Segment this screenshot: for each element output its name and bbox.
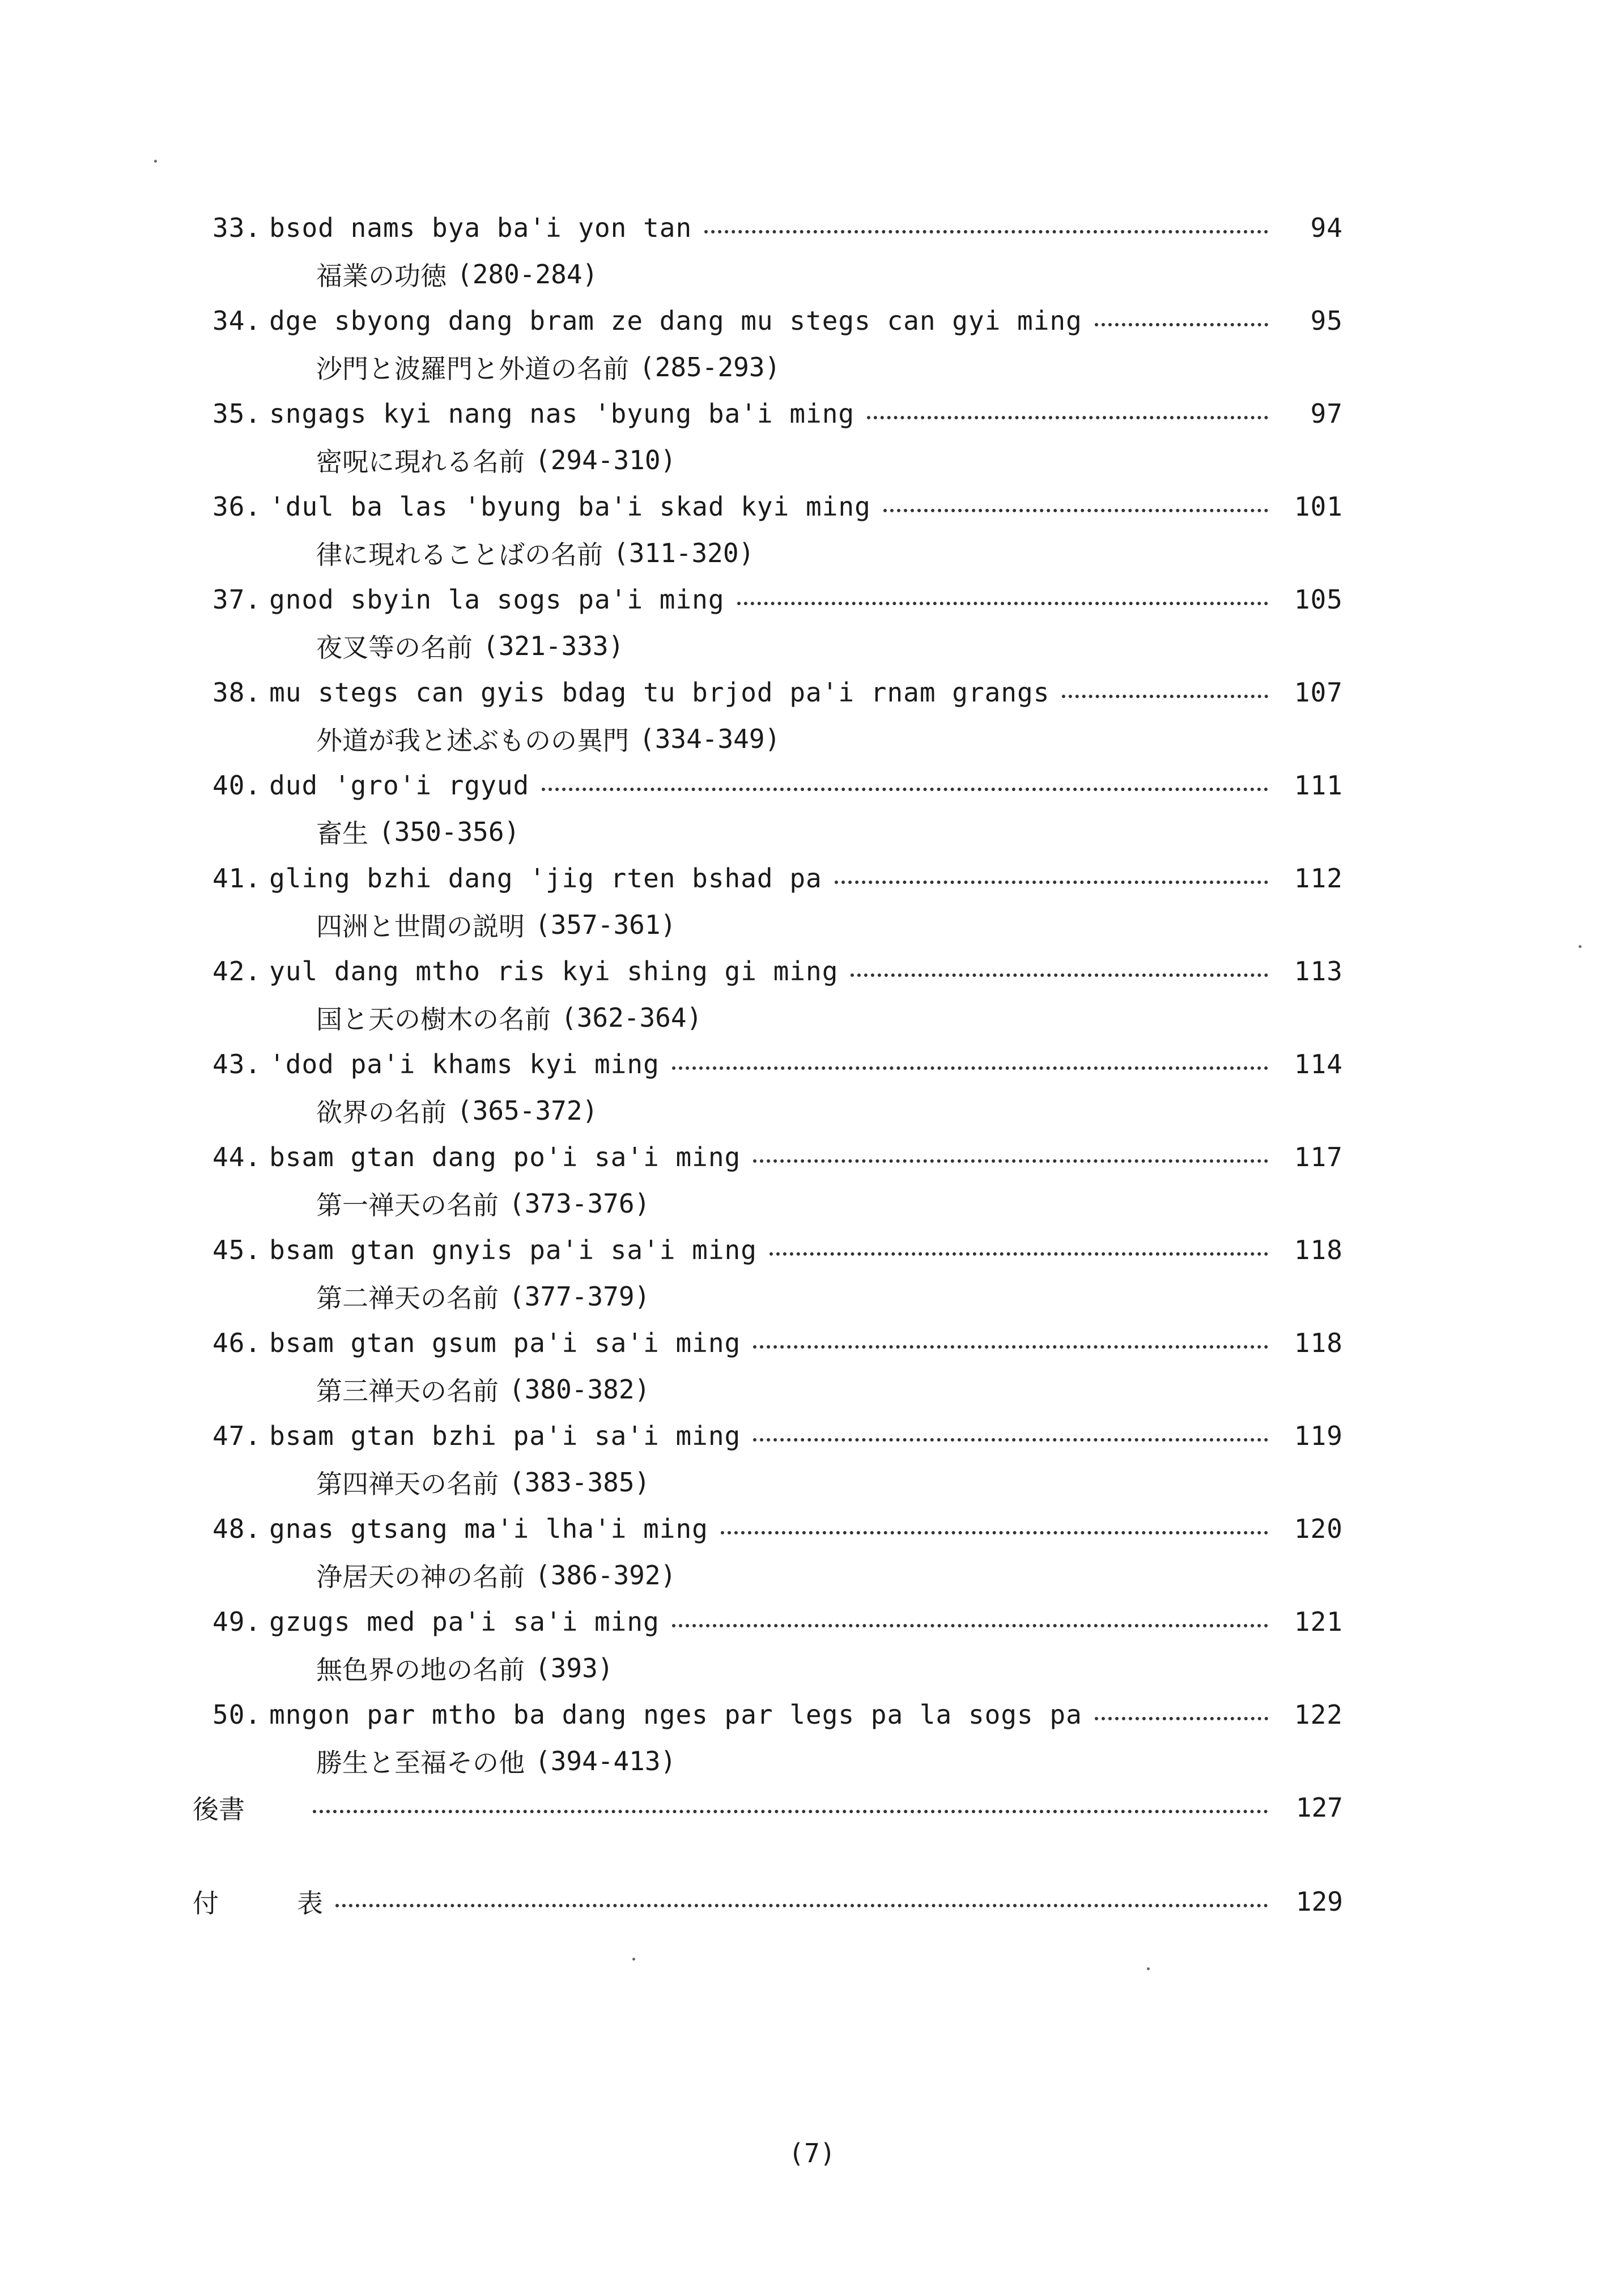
scan-speck <box>154 160 157 163</box>
toc-entry-37[interactable] <box>212 577 1343 622</box>
toc-entry-42-subtitle <box>316 995 702 1040</box>
toc-entry-47-subtitle <box>316 1460 650 1505</box>
entry-verse-range: (380-382) <box>509 1374 651 1405</box>
entry-japanese-title: 律に現れることばの名前 <box>316 539 603 570</box>
entry-page: 94 <box>1310 212 1343 243</box>
page-number: (7) <box>788 2138 836 2169</box>
entry-title: sngags kyi nang nas 'byung ba'i ming <box>269 398 855 429</box>
appendix-page: 129 <box>1295 1886 1343 1917</box>
entry-verse-range: (365-372) <box>457 1095 598 1126</box>
afterword-page: 127 <box>1295 1792 1343 1823</box>
entry-japanese-title: 第四禅天の名前 <box>316 1469 499 1499</box>
dot-leader <box>737 601 1268 605</box>
dot-leader <box>704 229 1268 233</box>
entry-japanese-title: 第二禅天の名前 <box>316 1283 499 1313</box>
entry-verse-range: (377-379) <box>509 1281 651 1312</box>
dot-leader <box>883 508 1268 512</box>
entry-page: 118 <box>1294 1328 1343 1358</box>
entry-title: bsam gtan bzhi pa'i sa'i ming <box>269 1421 741 1451</box>
toc-entry-33-subtitle <box>316 252 598 297</box>
entry-number: 36. <box>212 491 262 522</box>
entry-japanese-title: 畜生 <box>316 818 368 849</box>
scan-speck <box>632 1958 635 1961</box>
entry-number: 46. <box>212 1328 262 1358</box>
entry-title: dud 'gro'i rgyud <box>269 770 530 801</box>
dot-leader <box>753 1438 1268 1442</box>
toc-entry-38[interactable] <box>212 670 1343 715</box>
entry-japanese-title: 密呪に現れる名前 <box>316 447 525 477</box>
entry-verse-range: (280-284) <box>457 259 598 290</box>
entry-verse-range: (373-376) <box>509 1188 651 1219</box>
entry-title: dge sbyong dang bram ze dang mu stegs can gyi ming <box>269 305 1082 336</box>
entry-page: 121 <box>1294 1606 1343 1637</box>
entry-page: 111 <box>1294 770 1343 801</box>
dot-leader <box>672 1066 1268 1070</box>
entry-page: 105 <box>1294 584 1343 615</box>
toc-entry-35[interactable] <box>212 391 1343 436</box>
entry-page: 122 <box>1294 1699 1343 1730</box>
entry-japanese-title: 第一禅天の名前 <box>316 1190 499 1221</box>
entry-page: 95 <box>1310 305 1343 336</box>
dot-leader <box>1095 1716 1268 1720</box>
toc-entry-38-subtitle <box>316 716 780 762</box>
toc-entry-42[interactable] <box>212 949 1343 994</box>
entry-number: 38. <box>212 677 262 708</box>
entry-verse-range: (383-385) <box>509 1467 651 1498</box>
entry-number: 48. <box>212 1513 262 1544</box>
toc-entry-43-subtitle <box>316 1088 598 1133</box>
entry-page: 118 <box>1294 1235 1343 1265</box>
entry-japanese-title: 勝生と至福その他 <box>316 1747 525 1778</box>
dot-leader <box>721 1530 1268 1534</box>
entry-number: 49. <box>212 1606 262 1637</box>
entry-number: 43. <box>212 1049 262 1079</box>
entry-title: mngon par mtho ba dang nges par legs pa la sogs pa <box>269 1699 1082 1730</box>
toc-entry-36-subtitle <box>316 530 754 576</box>
toc-entry-49[interactable] <box>212 1599 1343 1644</box>
entry-number: 50. <box>212 1699 262 1730</box>
dot-leader <box>1095 322 1268 326</box>
entry-verse-range: (294-310) <box>535 445 677 475</box>
entry-japanese-title: 外道が我と述ぶものの異門 <box>316 725 629 756</box>
scan-speck <box>1147 1967 1150 1970</box>
dot-leader <box>867 415 1268 419</box>
toc-entry-41[interactable] <box>212 856 1343 901</box>
entry-verse-range: (362-364) <box>561 1002 703 1033</box>
entry-page: 97 <box>1310 398 1343 429</box>
entry-number: 45. <box>212 1235 262 1265</box>
entry-title: mu stegs can gyis bdag tu brjod pa'i rnam grangs <box>269 677 1050 708</box>
toc-entry-35-subtitle <box>316 437 676 483</box>
toc-entry-45-subtitle <box>316 1274 650 1319</box>
toc-entry-40-subtitle <box>316 809 520 854</box>
entry-title: yul dang mtho ris kyi shing gi ming <box>269 956 839 987</box>
entry-number: 47. <box>212 1421 262 1451</box>
entry-page: 117 <box>1294 1142 1343 1172</box>
entry-page: 120 <box>1294 1513 1343 1544</box>
toc-entry-afterword[interactable] <box>193 1785 1343 1830</box>
afterword-label: 後書 <box>193 1794 245 1825</box>
toc-entry-34[interactable] <box>212 298 1343 343</box>
dot-leader <box>851 973 1268 977</box>
toc-entry-41-subtitle <box>316 902 676 947</box>
toc-entry-46-subtitle <box>316 1367 650 1412</box>
appendix-label: 付 表 <box>193 1888 323 1919</box>
toc-entry-48-subtitle <box>316 1553 676 1598</box>
entry-japanese-title: 第三禅天の名前 <box>316 1376 499 1406</box>
toc-entry-50[interactable] <box>212 1692 1343 1737</box>
dot-leader <box>753 1159 1268 1163</box>
entry-title: bsod nams bya ba'i yon tan <box>269 212 692 243</box>
entry-japanese-title: 国と天の樹木の名前 <box>316 1004 551 1035</box>
entry-verse-range: (334-349) <box>639 724 781 754</box>
toc-entry-47[interactable] <box>212 1413 1343 1459</box>
entry-japanese-title: 欲界の名前 <box>316 1097 447 1128</box>
entry-title: bsam gtan gsum pa'i sa'i ming <box>269 1328 741 1358</box>
toc-entry-48[interactable] <box>212 1506 1343 1551</box>
entry-verse-range: (311-320) <box>613 538 755 568</box>
entry-page: 107 <box>1294 677 1343 708</box>
dot-leader <box>1062 694 1268 698</box>
entry-number: 42. <box>212 956 262 987</box>
toc-entry-34-subtitle <box>316 345 780 390</box>
dot-leader <box>770 1252 1268 1256</box>
dot-leader <box>753 1345 1268 1349</box>
toc-entry-44-subtitle <box>316 1181 650 1226</box>
entry-verse-range: (394-413) <box>535 1746 677 1776</box>
entry-verse-range: (357-361) <box>535 909 677 940</box>
entry-number: 44. <box>212 1142 262 1172</box>
entry-title: bsam gtan dang po'i sa'i ming <box>269 1142 741 1172</box>
toc-entry-37-subtitle <box>316 623 624 669</box>
entry-title: 'dod pa'i khams kyi ming <box>269 1049 660 1079</box>
scan-speck <box>1579 945 1582 948</box>
entry-number: 33. <box>212 212 262 243</box>
entry-page: 114 <box>1294 1049 1343 1079</box>
dot-leader <box>672 1623 1268 1627</box>
entry-title: gzugs med pa'i sa'i ming <box>269 1606 660 1637</box>
toc-entry-36[interactable] <box>212 484 1343 529</box>
entry-verse-range: (393) <box>535 1653 614 1683</box>
toc-entry-43[interactable] <box>212 1041 1343 1087</box>
toc-entry-45[interactable] <box>212 1227 1343 1273</box>
dot-leader <box>335 1903 1268 1907</box>
entry-title: gling bzhi dang 'jig rten bshad pa <box>269 863 822 894</box>
entry-title: bsam gtan gnyis pa'i sa'i ming <box>269 1235 757 1265</box>
entry-title: gnas gtsang ma'i lha'i ming <box>269 1513 708 1544</box>
entry-number: 37. <box>212 584 262 615</box>
dot-leader <box>542 787 1268 791</box>
toc-entry-33[interactable] <box>212 205 1343 250</box>
toc-entry-50-subtitle <box>316 1738 676 1784</box>
entry-title: gnod sbyin la sogs pa'i ming <box>269 584 725 615</box>
toc-entry-appendix[interactable] <box>193 1879 1343 1924</box>
entry-japanese-title: 沙門と波羅門と外道の名前 <box>316 354 629 384</box>
entry-verse-range: (350-356) <box>379 817 520 847</box>
entry-japanese-title: 浄居天の神の名前 <box>316 1562 525 1592</box>
entry-verse-range: (321-333) <box>483 631 624 661</box>
entry-page: 101 <box>1294 491 1343 522</box>
dot-leader <box>835 880 1268 884</box>
entry-japanese-title: 福業の功徳 <box>316 261 447 291</box>
toc-entry-49-subtitle <box>316 1646 613 1691</box>
entry-verse-range: (386-392) <box>535 1560 677 1591</box>
entry-number: 40. <box>212 770 262 801</box>
toc-entry-46[interactable] <box>212 1320 1343 1366</box>
entry-verse-range: (285-293) <box>639 352 781 382</box>
entry-japanese-title: 夜叉等の名前 <box>316 632 473 663</box>
dot-leader <box>313 1809 1268 1813</box>
entry-page: 119 <box>1294 1421 1343 1451</box>
entry-number: 34. <box>212 305 262 336</box>
entry-page: 113 <box>1294 956 1343 987</box>
entry-number: 35. <box>212 398 262 429</box>
entry-japanese-title: 無色界の地の名前 <box>316 1655 525 1685</box>
entry-number: 41. <box>212 863 262 894</box>
toc-entry-44[interactable] <box>212 1134 1343 1180</box>
toc-entry-40[interactable] <box>212 763 1343 808</box>
entry-japanese-title: 四洲と世間の説明 <box>316 911 525 942</box>
entry-page: 112 <box>1294 863 1343 894</box>
entry-title: 'dul ba las 'byung ba'i skad kyi ming <box>269 491 871 522</box>
